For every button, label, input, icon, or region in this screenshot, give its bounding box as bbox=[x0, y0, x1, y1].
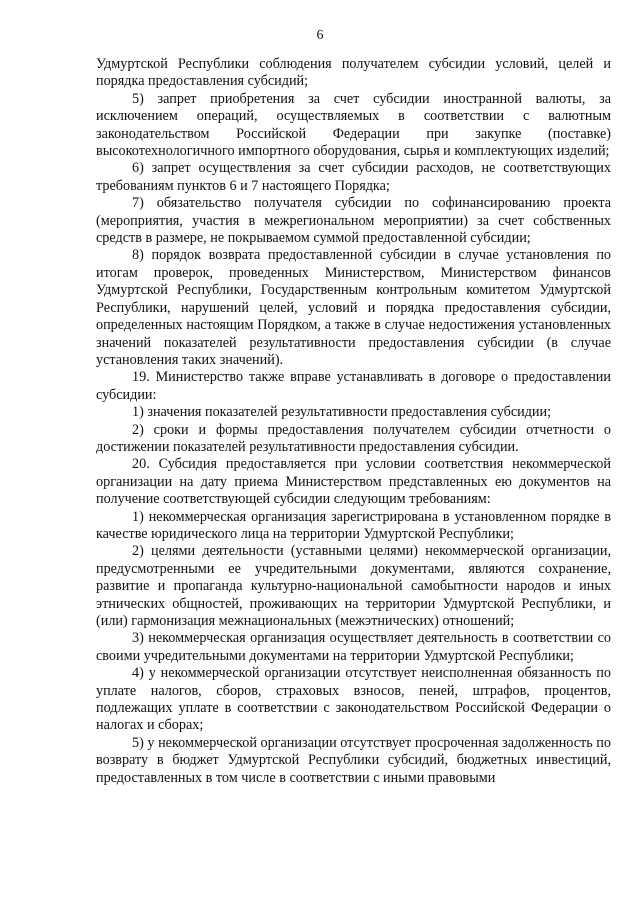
paragraph: Удмуртской Республики соблюдения получателем субсидии условий, целей и порядка предоставления субсидий; bbox=[96, 56, 611, 90]
paragraph: 1) некоммерческая организация зарегистрирована в установленном порядке в качестве юридического лица на территории Удмуртской Республики; bbox=[96, 508, 611, 542]
paragraph: 5) у некоммерческой организации отсутствует просроченная задолженность по возврату в бюджет Удмуртской Республики субсидий, бюджетных инвестиций, предоставленных в том числе в соответствии с иными правовыми bbox=[96, 734, 611, 786]
paragraph: 7) обязательство получателя субсидии по софинансированию проекта (мероприятия, участия в межрегиональном мероприятии) за счет собственных средств в размере, не покрываемом суммой предоставленной субсидии; bbox=[96, 195, 611, 247]
paragraph: 5) запрет приобретения за счет субсидии иностранной валюты, за исключением операций, осуществляемых в соответствии с валютным законодательством Российской Федерации при закупке (поставке) высокотехнологичного импортного оборудования, сырья и комплектующих изделий; bbox=[96, 90, 611, 160]
page-number: 6 bbox=[316, 28, 324, 43]
paragraph: 1) значения показателей результативности предоставления субсидии; bbox=[132, 404, 552, 421]
paragraph: 6) запрет осуществления за счет субсидии расходов, не соответствующих требованиям пунктов 6 и 7 настоящего Порядка; bbox=[96, 160, 611, 194]
paragraph: 19. Министерство также вправе устанавливать в договоре о предоставлении субсидии: bbox=[96, 369, 611, 403]
paragraph: 20. Субсидия предоставляется при условии соответствия некоммерческой организации на дату приема Министерством представленных ею документов на получение соответствующей субсидии следующим требованиям: bbox=[96, 456, 611, 508]
paragraph: 2) целями деятельности (уставными целями) некоммерческой организации, предусмотренными ее учредительными документами, являются сохранение, развитие и пропаганда культурно-национальной самобытности народов и иных этнических общностей, проживающих на территории Удмуртской Республики, и (или) гармонизация межнациональных (межэтнических) отношений; bbox=[96, 543, 611, 629]
paragraph: 2) сроки и формы предоставления получателем субсидии отчетности о достижении показателей результативности предоставления субсидии. bbox=[96, 421, 611, 455]
paragraph: 8) порядок возврата предоставленной субсидии в случае установления по итогам проверок, проведенных Министерством, Министерством финансов Удмуртской Республики, Государственным контрольным комитетом Удмуртской Республики, нарушений целей, условий и порядка предоставления субсидии, определенных настоящим Порядком, а также в случае недостижения установленных значений показателей результативности предоставления субсидии (в случае установления таких значений). bbox=[96, 247, 611, 368]
paragraph: 4) у некоммерческой организации отсутствует неисполненная обязанность по уплате налогов, сборов, страховых взносов, пеней, штрафов, процентов, подлежащих уплате в соответствии с законодательством Российской Федерации о налогах и сборах; bbox=[96, 665, 611, 734]
paragraph: 3) некоммерческая организация осуществляет деятельность в соответствии со своими учредительными документами на территории Удмуртской Республики; bbox=[96, 630, 611, 664]
document-body bbox=[96, 56, 611, 787]
